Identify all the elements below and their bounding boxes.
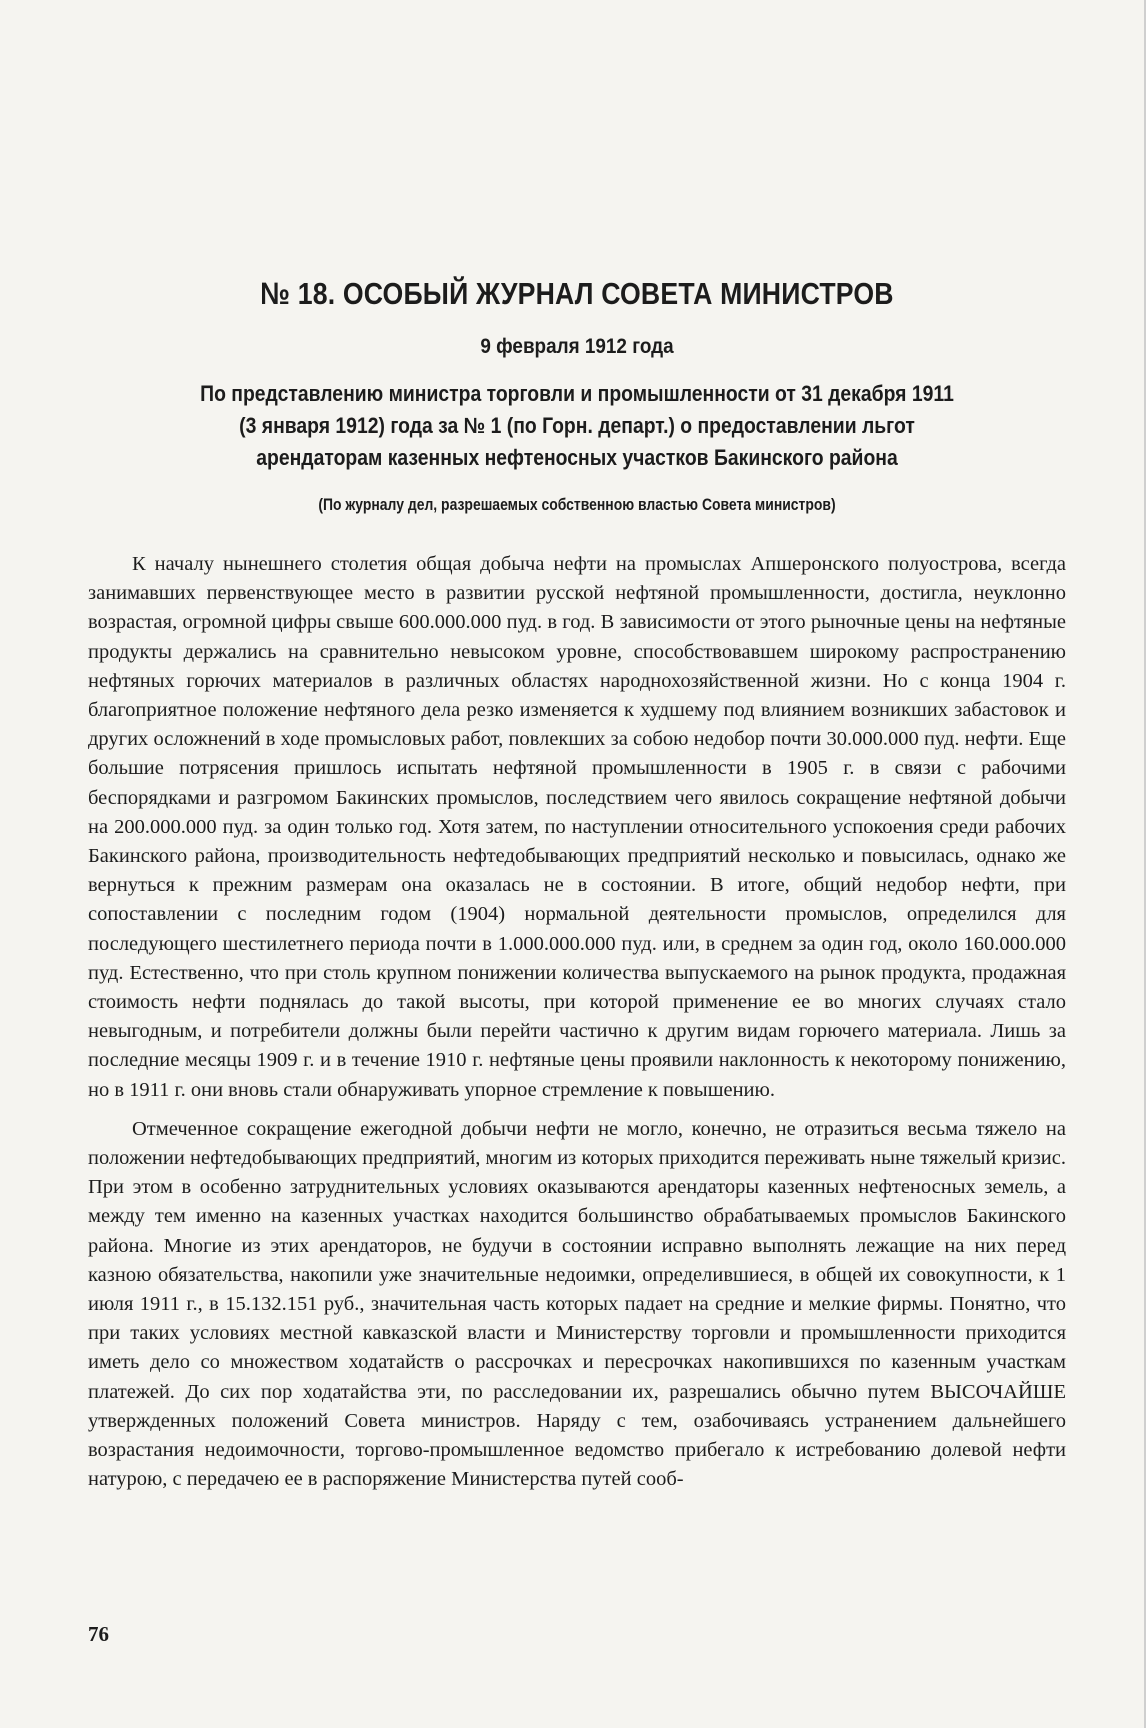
document-subtitle (103, 378, 1052, 474)
document-title: № 18. ОСОБЫЙ ЖУРНАЛ СОВЕТА МИНИСТРОВ (260, 276, 894, 311)
subtitle-line: арендаторам казенных нефтеносных участков Бакинского района (256, 445, 898, 470)
subtitle-line: По представлению министра торговли и промышленности от 31 декабря 1911 (200, 381, 954, 406)
body-paragraph: К началу нынешнего столетия общая добыча нефти на промыслах Апшеронского полуострова, всегда занимавших первенствующее место в развитии русской нефтяной промышленности, достигла, неуклонно возрастая, огромной цифры свыше 600.000.000 пуд. в год. В зависимости от этого рыночные цены на нефтяные продукты держались на сравнительно невысоком уровне, способствовавшем широкому распространению нефтяных горючих материалов в различных областях народнохозяйственной жизни. Но с конца 1904 г. благоприятное положение нефтяного дела резко изменяется к худшему под влиянием возникших забастовок и других осложнений в ходе промысловых работ, повлекших за собою недобор почти 30.000.000 пуд. нефти. Еще большие потрясения пришлось испытать нефтяной промышленности в 1905 г. в связи с рабочими беспорядками и разгромом Бакинских промыслов, последствием чего явилось сокращение нефтяной добычи на 200.000.000 пуд. за один только год. Хотя затем, по наступлении относительного успокоения среди рабочих Бакинского района, производительность нефтедобывающих предприятий несколько и повысилась, однако же вернуться к прежним размерам она оказалась не в состоянии. В итоге, общий недобор нефти, при сопоставлении с последним годом (1904) нормальной деятельности промыслов, определился для последующего шестилетнего периода почти в 1.000.000.000 пуд. или, в среднем за один год, около 160.000.000 пуд. Естественно, что при столь крупном понижении количества выпускаемого на рынок продукта, продажная стоимость нефти поднялась до такой высоты, при которой применение ее во многих случаях стало невыгодным, и потребители должны были перейти частично к другим видам горючего материала. Лишь за последние месяцы 1909 г. и в течение 1910 г. нефтяные цены проявили наклонность к некоторому понижению, но в 1911 г. они вновь стали обнаруживать упорное стремление к повышению. (88, 553, 1066, 1101)
page-number: 76 (88, 1622, 109, 1646)
document-content (88, 276, 1066, 1505)
source-note: (По журналу дел, разрешаемых собственною властью Совета министров) (318, 495, 836, 514)
body-paragraph: Отмеченное сокращение ежегодной добычи нефти не могло, конечно, не отразиться весьма тяжело на положении нефтедобывающих предприятий, многим из которых приходится переживать ныне тяжелый кризис. При этом в особенно затруднительных условиях оказываются арендаторы казенных нефтеносных земель, а между тем именно на казенных участках находится большинство обрабатываемых промыслов Бакинского района. Многие из этих арендаторов, не будучи в состоянии исправно выполнять лежащие на них перед казною обязательства, накопили уже значительные недоимки, определившиеся, в общей их совокупности, к 1 июля 1911 г., в 15.132.151 руб., значительная часть которых падает на средние и мелкие фирмы. Понятно, что при таких условиях местной кавказской власти и Министерству торговли и промышленности приходится иметь дело со множеством ходатайств о рассрочках и пересрочках накопившихся по казенным участкам платежей. До сих пор ходатайства эти, по расследовании их, разрешались обычно путем ВЫСОЧАЙШЕ утвержденных положений Совета министров. Наряду с тем, озабочиваясь устранением дальнейшего возрастания недоимочности, торгово-промышленное ведомство прибегало к истребованию долевой нефти натурою, с передачею ее в распоряжение Министерства путей сооб- (88, 1117, 1066, 1491)
document-date: 9 февраля 1912 года (480, 335, 674, 358)
subtitle-line: (3 января 1912) года за № 1 (по Горн. департ.) о предоставлении льгот (239, 413, 915, 438)
